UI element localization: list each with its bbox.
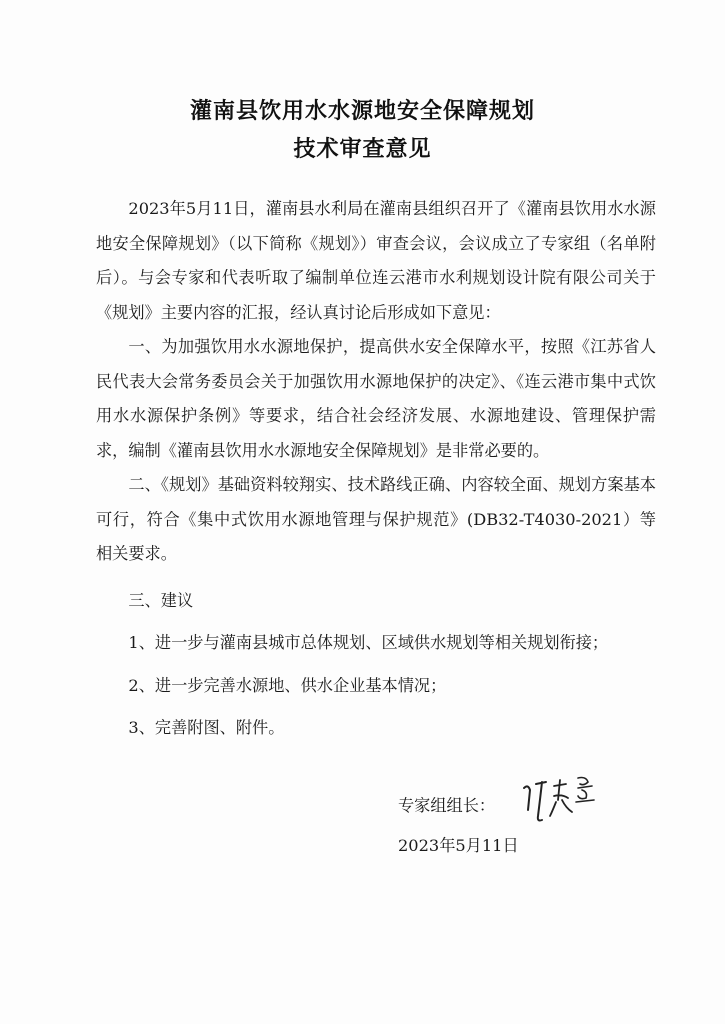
signature-label: 专家组组长：	[398, 796, 496, 815]
document-body	[96, 192, 656, 746]
suggestion-item-2: 2、进一步完善水源地、供水企业基本情况；	[128, 675, 447, 695]
signature-date: 2023年5月11日	[398, 836, 519, 855]
handwritten-signature-icon	[516, 770, 616, 830]
suggestions-heading: 三、建议	[128, 590, 194, 610]
document-subtitle: 技术审查意见	[293, 137, 432, 162]
opinion-one-paragraph: 一、为加强饮用水水源地保护，提高供水安全保障水平，按照《江苏省人民代表大会常务委员会关于加强饮用水源地保护的决定》、《连云港市集中式饮用水水源保护条例》等要求，结合社会经济发展、水源地建设、管理保护需求，编制《灌南县饮用水水源地安全保障规划》是非常必要的。	[96, 337, 656, 460]
opinion-two-paragraph: 二、《规划》基础资料较翔实、技术路线正确、内容较全面、规划方案基本可行，符合《集中式饮用水源地管理与保护规范》(DB32-T4030-2021）等相关要求。	[96, 475, 656, 563]
signature-block	[398, 782, 658, 882]
intro-paragraph: 2023年5月11日，灌南县水利局在灌南县组织召开了《灌南县饮用水水源地安全保障规划》（以下简称《规划》）审查会议，会议成立了专家组（名单附后）。与会专家和代表听取了编制单位连云港市水利规划设计院有限公司关于《规划》主要内容的汇报，经认真讨论后形成如下意见：	[96, 199, 656, 322]
document-title: 灌南县饮用水水源地安全保障规划	[189, 99, 535, 124]
suggestion-item-1: 1、进一步与灌南县城市总体规划、区域供水规划等相关规划衔接；	[128, 633, 609, 652]
suggestion-item-3: 3、完善附图、附件。	[128, 718, 285, 737]
